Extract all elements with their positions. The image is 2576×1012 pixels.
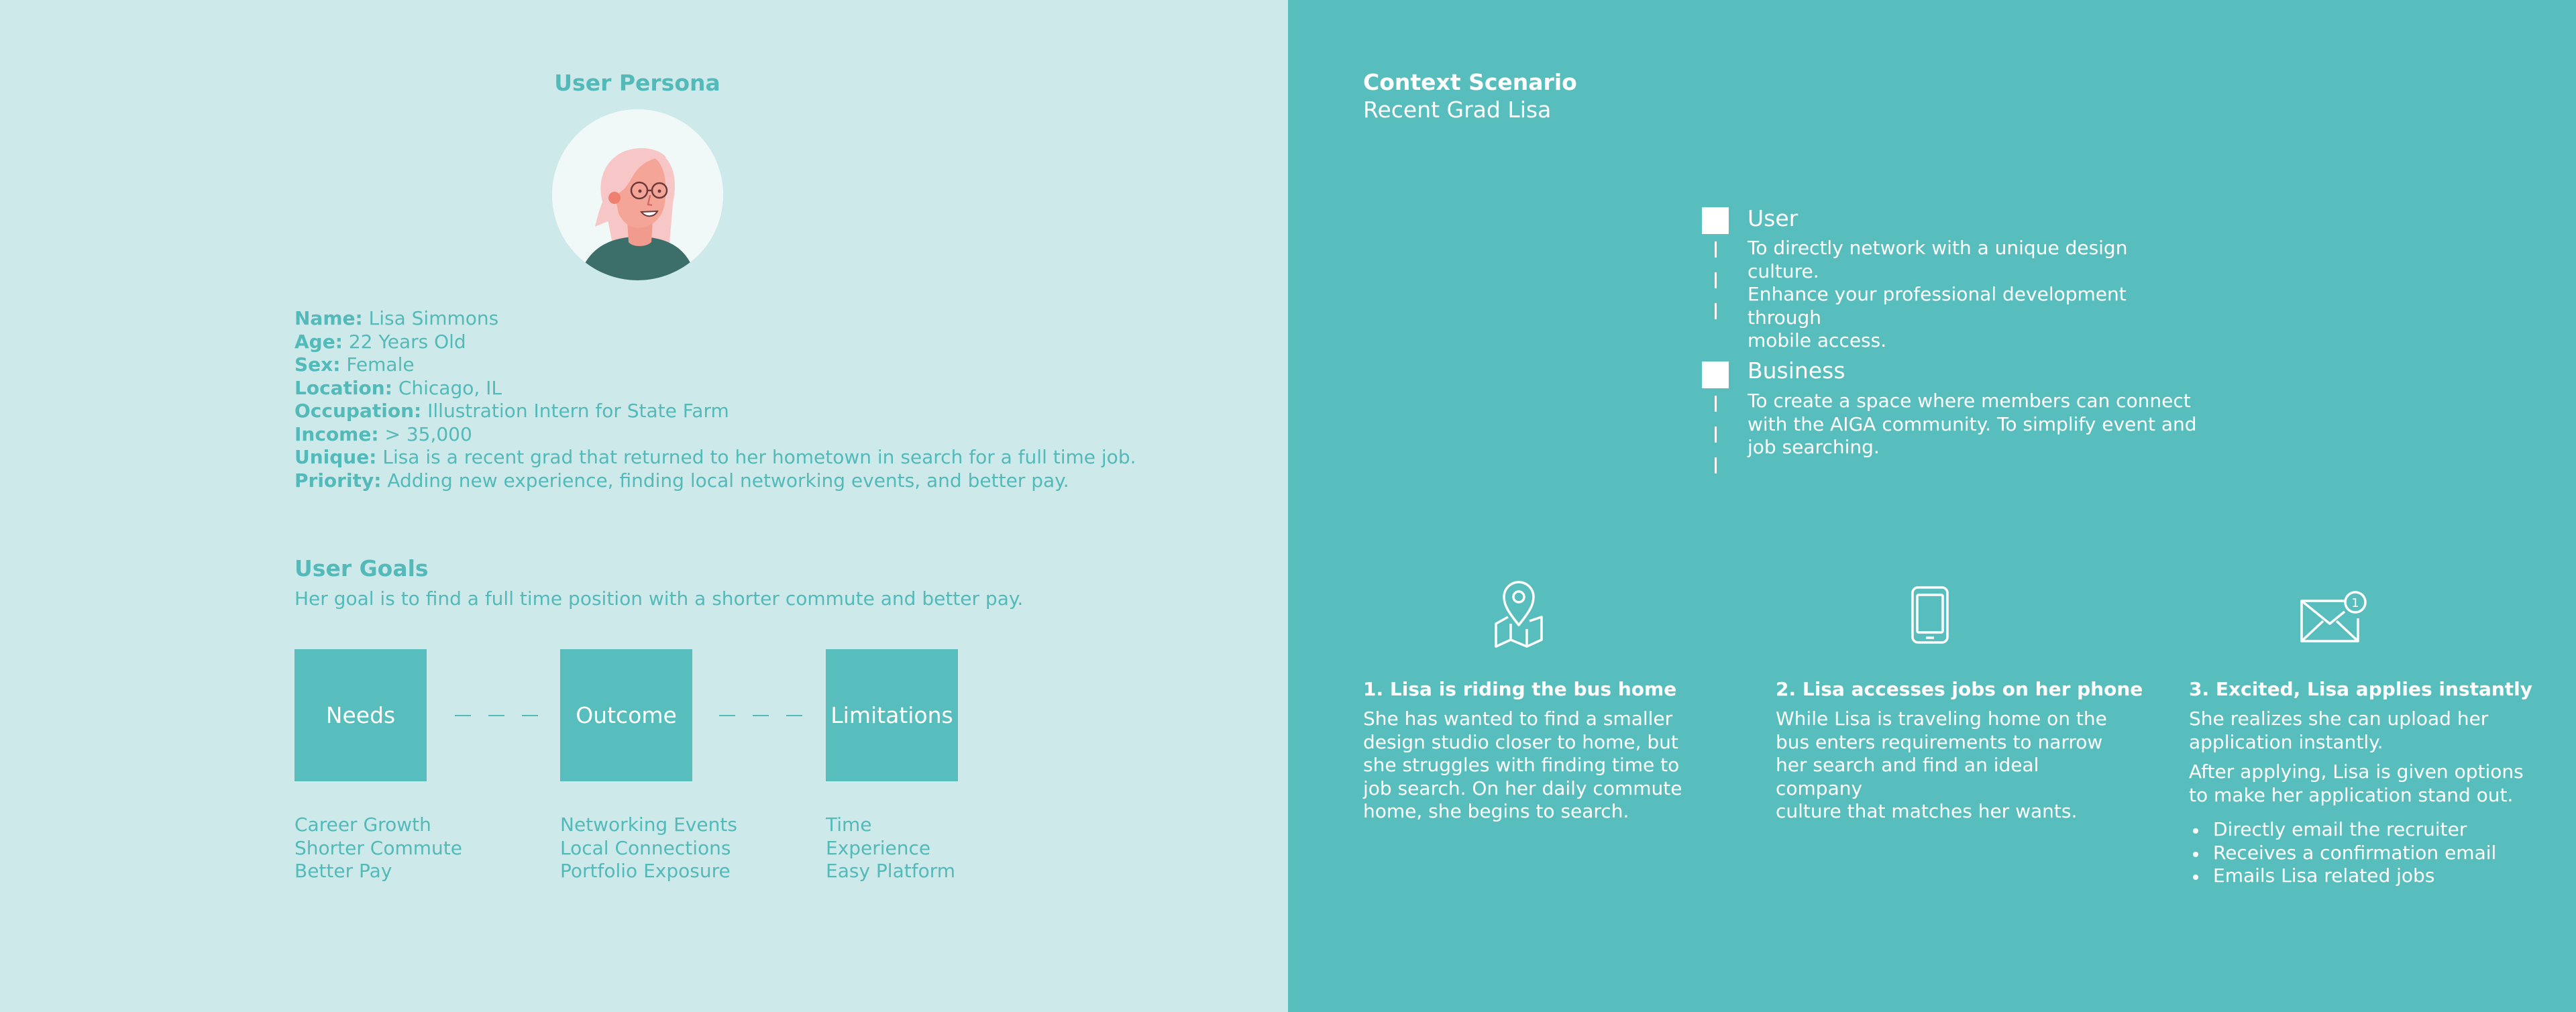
step-1-title: 1. Lisa is riding the bus home [1363,678,1677,700]
list-item: Time [826,813,872,836]
limitations-box: Limitations [826,649,958,781]
outcome-box: Outcome [560,649,692,781]
needs-list [294,813,462,883]
step-3-text: She realizes she can upload her application instantly. After applying, Lisa is given options to make her application stand out. [2189,708,2524,806]
mail-notification-icon [2298,590,2367,644]
persona-field-sex: Sex: Female [294,353,415,376]
dashed-connector [719,715,802,717]
step-1-text: She has wanted to find a smaller design studio closer to home, but she struggles with finding time to job search. On her daily commute home, she begins to search. [1363,708,1682,822]
business-heading: Business [1748,357,1845,384]
list-item: Local Connections [560,836,731,859]
outcome-list [560,813,737,883]
timeline-square-business [1702,361,1729,388]
user-heading: User [1748,205,1799,231]
persona-field-name: Name: Lisa Simmons [294,307,499,329]
persona-field-occupation: Occupation: Illustration Intern for State Farm [294,400,729,422]
goals-title: User Goals [294,555,429,581]
phone-icon [1910,585,1950,644]
step-2-title: 2. Lisa accesses jobs on her phone [1776,678,2143,700]
user-description: To directly network with a unique design culture. Enhance your professional development through mobile access. [1748,237,2128,351]
persona-avatar [552,109,723,280]
persona-title: User Persona [554,70,720,96]
timeline-square-user [1702,207,1729,234]
list-item: Networking Events [560,813,737,836]
list-item: Portfolio Exposure [560,860,731,882]
list-item: Shorter Commute [294,836,462,859]
scenario-panel [1288,0,2576,1012]
bullet-item: Receives a confirmation email [2189,842,2496,865]
persona-field-priority: Priority: Adding new experience, finding local networking events, and better pay. [294,469,1069,492]
avatar-illustration [552,109,723,280]
svg-text:1: 1 [2351,596,2359,610]
step-3-title: 3. Excited, Lisa applies instantly [2189,678,2533,700]
timeline-dashed-line [1715,396,1717,488]
persona-field-age: Age: 22 Years Old [294,330,466,353]
goals-text: Her goal is to find a full time position with a shorter commute and better pay. [294,587,1024,610]
limitations-list [826,813,955,883]
list-item: Better Pay [294,860,392,882]
step-2-text: While Lisa is traveling home on the bus enters requirements to narrow her search and find an ideal company culture that matches her wants. [1776,708,2107,822]
list-item: Experience [826,836,931,859]
scenario-subtitle: Recent Grad Lisa [1363,97,1552,123]
persona-field-income: Income: > 35,000 [294,423,472,445]
persona-field-location: Location: Chicago, IL [294,376,502,399]
persona-info [294,307,1136,492]
list-item: Easy Platform [826,860,955,882]
persona-field-unique: Unique: Lisa is a recent grad that returned to her hometown in search for a full time job. [294,446,1136,468]
list-item: Career Growth [294,813,431,836]
dashed-connector [455,715,538,717]
business-description: To create a space where members can connect with the AIGA community. To simplify event and job searching. [1748,390,2197,458]
timeline-dashed-line [1715,241,1717,334]
map-pin-icon [1493,577,1544,649]
bullet-item: Emails Lisa related jobs [2189,864,2496,888]
needs-box: Needs [294,649,427,781]
step-3-bullets [2189,818,2496,888]
bullet-item: Directly email the recruiter [2189,818,2496,842]
scenario-title: Context Scenario [1363,69,1577,95]
